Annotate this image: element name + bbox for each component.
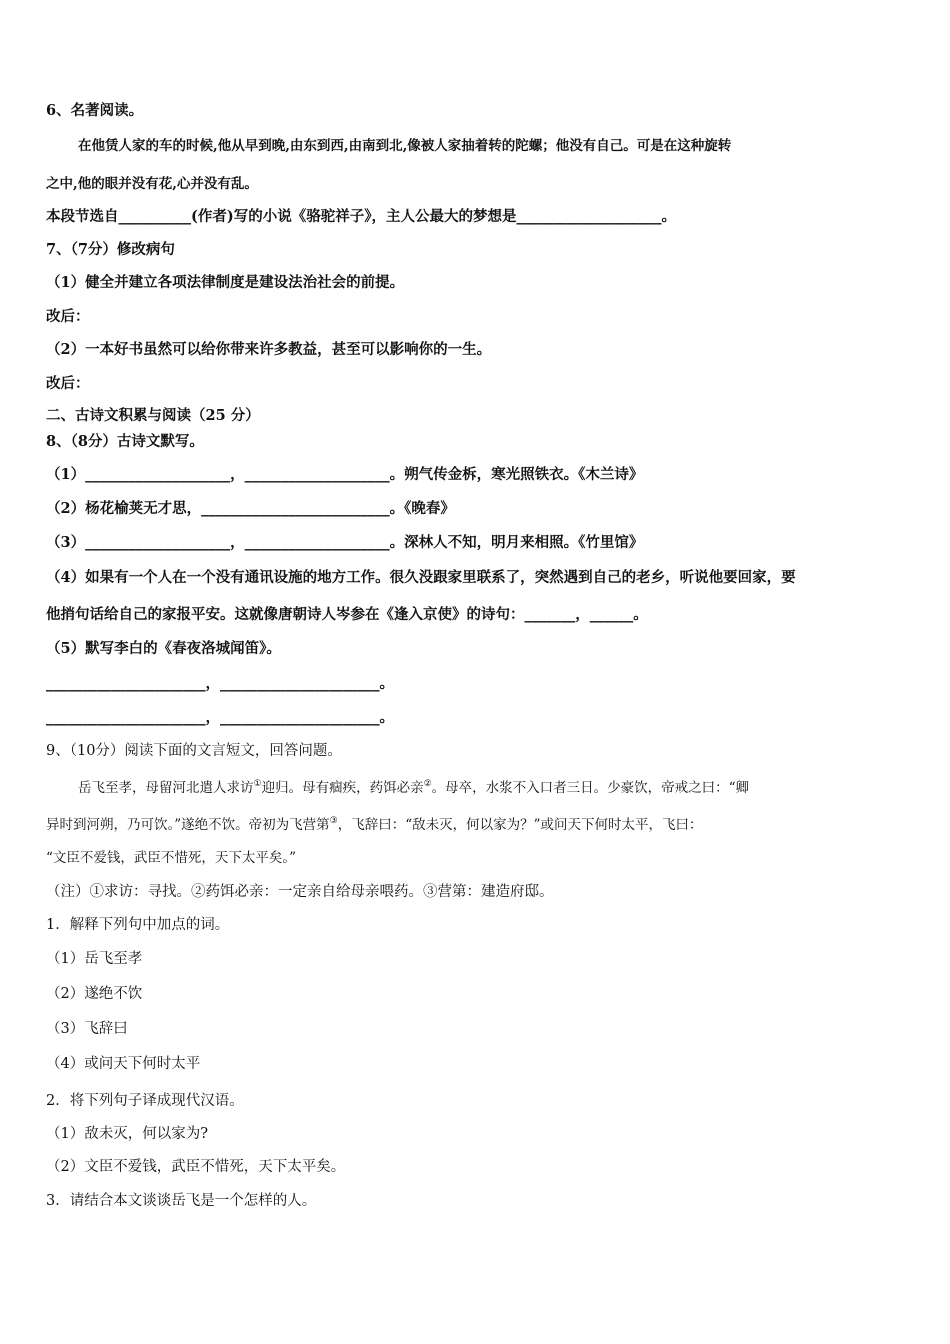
q9-text-2a: 异时到河朔，乃可饮。”遂绝不饮。帝初为飞营第 [46, 817, 330, 833]
q9-text-1c: 。母卒，水浆不入口者三日。少豪饮，帝戒之曰：“卿 [431, 780, 750, 796]
q9-passage-line-3: “文臣不爱钱，武臣不惜死，天下太平矣。” [46, 850, 297, 866]
q9-sub2-title: 2．将下列句子译成现代汉语。 [46, 1093, 244, 1109]
q7-item-1: （1）健全并建立各项法律制度是建设法治社会的前提。 [46, 274, 405, 291]
footnote-marker-1: ① [253, 779, 262, 789]
q8-blank-line-2: ______________________，______________________。 [46, 709, 394, 726]
q9-sub1-item: （3）飞辞曰 [46, 1021, 128, 1037]
q9-sub1-item: （1）岳飞至孝 [46, 951, 143, 967]
q8-item-5: （5）默写李白的《春夜洛城闻笛》。 [46, 640, 281, 657]
section-2-heading: 二、古诗文积累与阅读（25 分） [46, 407, 260, 424]
q7-item-2: （2）一本好书虽然可以给你带来许多教益，甚至可以影响你的一生。 [46, 341, 492, 358]
q6-title: 6、名著阅读。 [46, 102, 144, 119]
q8-item-3: （3）____________________，____________________。深林人不知，明月来相照。《竹里馆》 [46, 534, 644, 551]
q9-sub1-item: （2）遂绝不饮 [46, 986, 143, 1002]
q9-text-1b: 迎归。母有痼疾，药饵必亲 [261, 780, 424, 796]
q8-item-2: （2）杨花榆荚无才思，__________________________。《晚春》 [46, 500, 455, 517]
q9-text-2b: ，飞辞曰：“敌未灭，何以家为？”或问天下何时太平，飞曰： [337, 817, 703, 833]
q8-item-1: （1）____________________，____________________。朔气传金柝，寒光照铁衣。《木兰诗》 [46, 466, 644, 483]
q9-title: 9、（10分）阅读下面的文言短文，回答问题。 [46, 743, 342, 759]
q6-question: 本段节选自__________(作者)写的小说《骆驼祥子》，主人公最大的梦想是____________________。 [46, 208, 676, 225]
q6-passage-line-1: 在他赁人家的车的时候,他从早到晚,由东到西,由南到北,像被人家抽着转的陀螺；他没有自己。可是在这种旋转 [78, 138, 732, 154]
q9-sub1-title: 1．解释下列句中加点的词。 [46, 917, 230, 933]
q9-sub2-item: （1）敌未灭，何以家为? [46, 1126, 208, 1142]
q6-passage-line-2: 之中,他的眼并没有花,心并没有乱。 [46, 176, 258, 192]
footnote-marker-2: ② [423, 779, 432, 789]
q9-passage-line-1 [78, 774, 749, 798]
q7-answer-1: 改后： [46, 308, 90, 325]
q9-sub3-title: 3．请结合本文谈谈岳飞是一个怎样的人。 [46, 1193, 317, 1209]
q8-title: 8、（8分）古诗文默写。 [46, 433, 204, 450]
q9-passage-line-2 [46, 811, 703, 835]
q9-note: （注）①求访：寻找。②药饵必亲：一定亲自给母亲喂药。③营第：建造府邸。 [46, 884, 554, 900]
q9-sub2-item: （2）文臣不爱钱，武臣不惜死，天下太平矣。 [46, 1159, 346, 1175]
q7-answer-2: 改后： [46, 375, 90, 392]
footnote-marker-3: ③ [329, 816, 338, 826]
q8-item-4-line-2: 他捎句话给自己的家报平安。这就像唐朝诗人岑参在《逢入京使》的诗句：_______，______。 [46, 606, 648, 623]
q8-item-4-line-1: （4）如果有一个人在一个没有通讯设施的地方工作。很久没跟家里联系了，突然遇到自己的老乡，听说他要回家，要 [46, 569, 796, 586]
q9-sub1-item: （4）或问天下何时太平 [46, 1056, 201, 1072]
q9-text-1a: 岳飞至孝，母留河北遣人求访 [78, 780, 254, 796]
q8-blank-line-1: ______________________，______________________。 [46, 675, 394, 692]
q7-title: 7、（7分）修改病句 [46, 241, 175, 258]
